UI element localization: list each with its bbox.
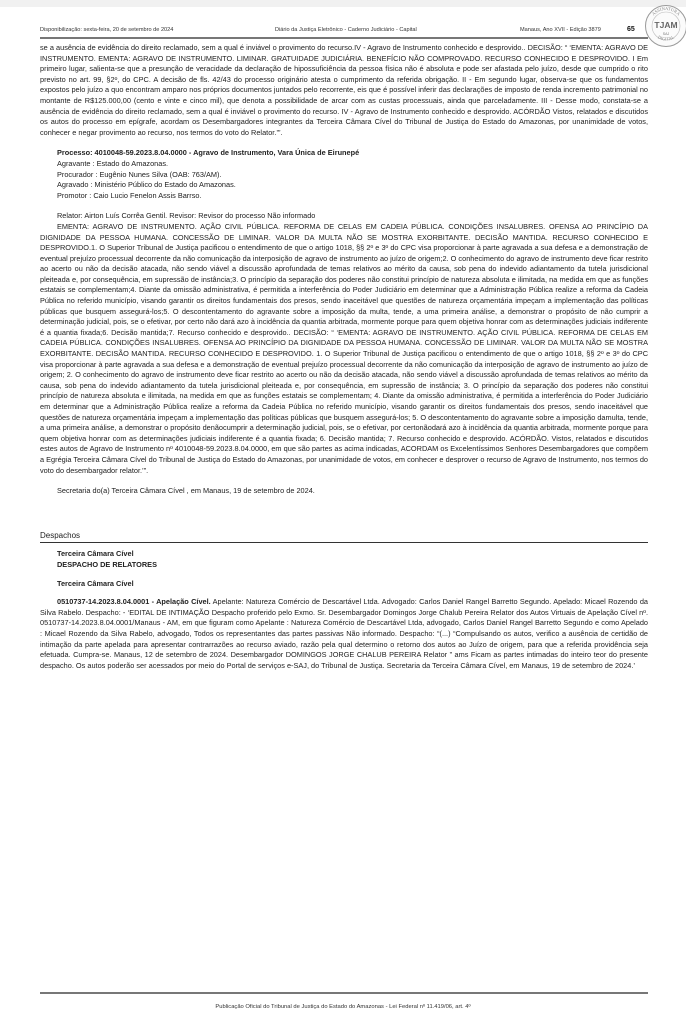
party-line: Agravante : Estado do Amazonas.: [57, 158, 169, 168]
despacho-entry-lead: 0510737-14.2023.8.04.0001 - Apelação Cível.: [57, 597, 211, 607]
svg-text:SAJ: SAJ: [662, 32, 670, 36]
viewer-top-strip: [0, 0, 686, 7]
despacho-entry: [40, 597, 648, 671]
page-number: 65: [627, 26, 635, 33]
availability-date: Disponibilização: sexta-feira, 20 de setembro de 2024: [40, 27, 174, 33]
relator-line: Relator: Airton Luís Corrêa Gentil. Revisor: Revisor do processo Não informado: [57, 211, 316, 221]
party-line: Promotor : Caio Lucio Fenelon Assis Barrso.: [57, 190, 202, 200]
chamber-name-repeat: Terceira Câmara Cível: [57, 578, 134, 588]
section-title-despachos: Despachos: [40, 531, 648, 544]
despacho-subtitle: DESPACHO DE RELATORES: [57, 559, 157, 569]
process-title: Processo: 4010048-59.2023.8.04.0000 - Agravo de Instrumento, Vara Única de Eirunepé: [57, 148, 360, 158]
svg-text:TJAM: TJAM: [654, 20, 678, 30]
continuation-paragraph: se a ausência de evidência do direito reclamado, sem a qual é inviável o provimento do recurso.IV - Agravo de Instrumento conhecido e desprovido.. DECISÃO: “ ‘EMENTA: AGRAVO DE INSTRUMENTO. EMENTA: AGRAVO DE INSTRUMENTO. LIMINAR. GRATUIDADE JUDICIÁRIA. BENEFÍCIO NÃO COMPROVADO. RECURSO CONHECIDO E DESPROVIDO. I Em primeiro lugar, salienta-se que a presunção de veracidade da declaração de hipossuficiência da pessoa física não é absoluta e pode ser afastada pelo juízo, desde que cumprido o rito previsto no art. 99, §2º, do CPC. A decisão de fls. 42/43 do processo originário atesta o cumprimento da referida obrigação. II - Em segundo lugar, observa-se que os fundamentos expostos pelo juízo a quo encontram amparo nos próprios documentos juntados pelo recorrente, eis que é possível inferir das declarações de imposto de renda incremento patrimonial no montante de R$125.000,00 (cento e vinte e cinco mil), que denota a possibilidade de arcar com as custas processuais, ainda que parceladamente. III - Desse modo, constata-se a ausência de evidência do direito reclamado, sem a qual é inviável o provimento do recurso. IV - Agravo de Instrumento conhecido e desprovido. ACÓRDÃO Vistos, relatados e discutidos os autos do processo em epígrafe, acordam os Desembargadores integrantes da Terceira Câmara Cível do Tribunal de Justiça do Estado do Amazonas, por unanimidade de votos, conhecer e negar provimento ao recurso, nos termos do voto do Relator.’”.: [40, 43, 648, 137]
journal-title: Diário da Justiça Eletrônico - Caderno Judiciário - Capital: [275, 27, 417, 33]
secretaria-line: Secretaria do(a) Terceira Câmara Cível , em Manaus, 19 de setembro de 2024.: [57, 486, 315, 496]
page-header: [40, 27, 640, 37]
document-body: [40, 43, 648, 671]
party-line: Procurador : Eugênio Nunes Silva (OAB: 763/AM).: [57, 169, 222, 179]
header-rule: [40, 37, 648, 39]
digital-signature-seal-icon: [644, 4, 686, 48]
page-footer: Publicação Oficial do Tribunal de Justiça do Estado do Amazonas - Lei Federal nº 11.419/06, art. 4º: [215, 1004, 471, 1010]
process-block: [40, 148, 648, 222]
svg-text:ASSINATURA: ASSINATURA: [650, 5, 682, 17]
party-line: Agravado : Ministério Público do Estado do Amazonas.: [57, 180, 236, 190]
svg-text:DIGITAL: DIGITAL: [657, 34, 675, 42]
despacho-entry-text: Apelante: Natureza Comércio de Descartável Ltda. Advogado: Carlos Daniel Rangel Barretto Segundo. Apelado: Micael Rozendo da Silva Rabelo. Despacho: - ‘EDITAL DE INTIMAÇÃO Despacho proferido pelo Exmo. Sr. Desembargador Domingos Jorge Chalub Pereira Relator dos Autos Virtuais de Apelação Cível nº. 0510737-14.2023.8.04.0001/Manaus - AM, em que figuram como Apelante : Natureza Comércio de Descartável Ltda, advogado, Carlos Daniel Rangel Barretto Segundo e como Apelado : Micael Rozendo da Silva Rabelo, advogado, Todos os representantes das partes passivas Não informado. Despacho: “(...) “Compulsando os autos, verifico a ausência de certidão de intimação da parte apelada para apresentar contrarrazões ao recurso aviado, razão pela qual determino o retorno dos autos ao Juízo de origem, para que a referida providência seja efetuada. Cumpra-se. Manaus, 12 de setembro de 2024. Desembargador DOMINGOS JORGE CHALUB PEREIRA Relator ” ams Ficam as partes intimadas do inteiro teor do presente despacho. Os autos poderão ser acessados por meio do Portal de serviços e-SAJ, do Tribunal de Justiça. Secretaria da Terceira Câmara Cível, em Manaus, 19 de setembro de 2024.’: [40, 597, 648, 670]
edition-info: Manaus, Ano XVII - Edição 3879: [520, 27, 601, 33]
footer-rule: [40, 992, 648, 994]
chamber-name: Terceira Câmara Cível: [57, 549, 134, 559]
ementa-paragraph: EMENTA: AGRAVO DE INSTRUMENTO. AÇÃO CIVIL PÚBLICA. REFORMA DE CELAS EM CADEIA PÚBLICA. CONDIÇÕES INSALUBRES. OFENSA AO PRINCÍPIO DA DIGNIDADE DA PESSOA HUMANA. CONCESSÃO DE LIMINAR. VALOR DA MULTA NÃO SE MOSTRA EXORBITANTE. DECISÃO MANTIDA. RECURSO CONHECIDO E DESPROVIDO.1. O Superior Tribunal de Justiça pacificou o entendimento de que o artigo 1018, §§ 2º e 3º do CPC visa proporcionar à parte agravada a sua defesa e a demonstração de eventual prejuízo processual decorrente da não comunicação da interposição de agravo de instrumento ao juízo de origem;2. O conhecimento do agravo de instrumento deve ficar restrito ao acerto ou não da decisão atacada, não sendo viável a discussão aprofundada de temas relativos ao mérito da causa, sob pena do indevido adiantamento da tutela jurisdicional pleiteada e, por consequência, em supressão de instância;3. O princípio da separação dos poderes não constitui princípio de natureza absoluta e ilimitada, na medida em que as funções estatais se complementam;4. Diante da omissão administrativa, é permitida a interferência do Poder Judiciário em determinar que a Administração Pública realize a reforma da Cadeia Pública no referido município, visando garantir os direitos fundamentais dos presos, sendo inaceitável que questões de natureza orçamentária impeçam a implementação das políticas públicas que busquem assegurá-los;5. O descontentamento do agravante sobre a imposição da multa, tende, a uma primeira análise, a demonstrar o propósito de não cumprir a determinação judicial, pois, se o efetivar, por certo não dará azo à incidência da quantia arbitrada, mormente porque para quem objetiva honrar com as determinações judiciais indiferente é a quantia fixada;6. Decisão mantida;7. Recurso conhecido e desprovido.. DECISÃO: “ ‘EMENTA: AGRAVO DE INSTRUMENTO. AÇÃO CIVIL PÚBLICA. REFORMA DE CELAS EM CADEIA PÚBLICA. CONDIÇÕES INSALUBRES. OFENSA AO PRINCÍPIO DA DIGNIDADE DA PESSOA HUMANA. CONCESSÃO DE LIMINAR. VALOR DA MULTA NÃO SE MOSTRA EXORBITANTE. DECISÃO MANTIDA. RECURSO CONHECIDO E DESPROVIDO. 1. O Superior Tribunal de Justiça pacificou o entendimento de que o artigo 1018, §§ 2º e 3º do CPC visa proporcionar à parte agravada a sua defesa e a demonstração de eventual prejuízo processual decorrente da não comunicação da interposição de agravo de instrumento ao juízo de origem; 2. O conhecimento do agravo de instrumento deve ficar restrito ao acerto ou não da decisão atacada, não sendo viável a discussão aprofundada de temas relativos ao mérito da causa, sob pena do indevido adiantamento da tutela jurisdicional pleiteada e, por consequência, em supressão de instância; 3. O princípio da separação dos poderes não constitui princípio de natureza absoluta e ilimitada, na medida em que as funções estatais se complementam; 4. Diante da omissão administrativa, é permitida a interferência do Poder Judiciário em determinar que a Administração Pública realize a reforma da Cadeia Pública no referido município, visando garantir os direitos fundamentais dos presos, sendo inaceitável que questões de natureza orçamentária impeçam a implementação das políticas públicas que busquem assegurá-los; 5. O descontentamento do agravante sobre a imposição damulta, tende, a uma primeira análise, a demonstrar o propósito denãocumprir a determinação judicial, pois, se o efetivar, por certonãodará azo à incidência da quantia arbitrada, mormente porque para quem objetiva honrar com as determinações judiciais indiferente é a quantia fixada; 6. Decisão mantida; 7. Recurso conhecido e desprovido. ACÓRDÃO. Vistos, relatados e discutidos estes autos de Agravo de Instrumento nº 4010048-59.2023.8.04.0000, em que são partes as acima indicadas, ACORDAM os Excelentíssimos Senhores Desembargadores que compõem a Egrégia Terceira Câmara Cível do Tribunal de Justiça do Estado do Amazonas, por unanimidade de votos, em conhecer e desprover o recurso de Agravo de Instrumento, nos termos do voto do desembargador relator.’”.: [40, 221, 648, 475]
